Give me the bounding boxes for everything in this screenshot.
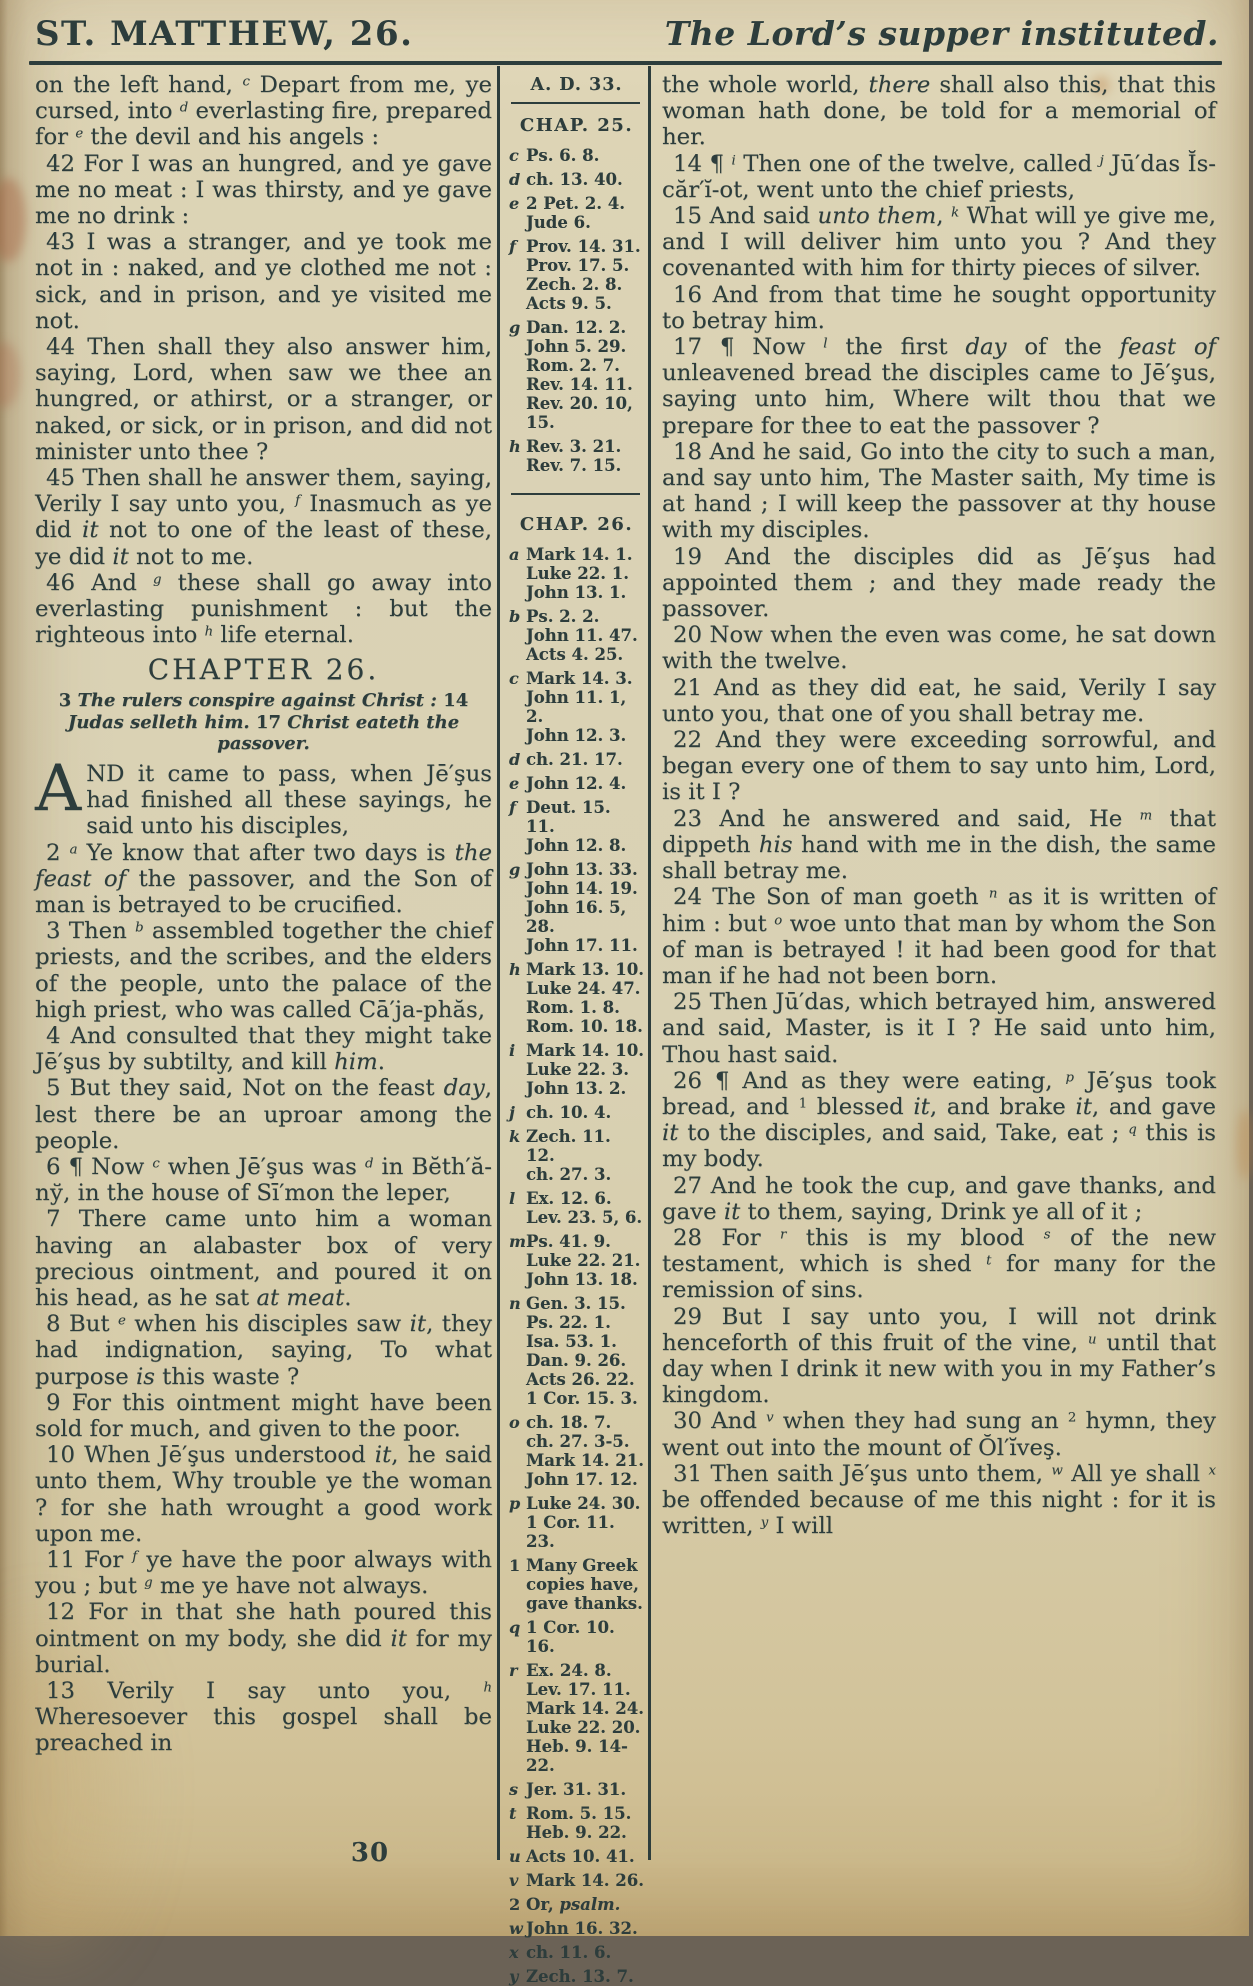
cross-reference	[509, 194, 644, 232]
cross-reference	[509, 1661, 644, 1775]
ref-line: gave thanks.	[526, 1594, 643, 1613]
header-book-title: ST. MATTHEW, 26.	[35, 14, 414, 54]
verse-paragraph: 31 Then saith Jē′şus unto them, $^w$ All ye shall $^x$ be offended because of me this night : for it is written, $^y$ I will	[662, 1460, 1216, 1540]
verse-paragraph: 4 And consulted that they might take Jē′şus by subtilty, and kill him.	[35, 1023, 492, 1076]
ref-line: ch. 27. 3-5.	[526, 1432, 630, 1451]
verse-paragraph: 11 For $^f$ ye have the poor always with you ; but $^g$ me ye have not always.	[35, 1547, 492, 1600]
reference-column	[497, 66, 651, 1986]
date-label: A. D. 33.	[530, 75, 623, 95]
ref-line: Rev. 20. 10,	[526, 394, 633, 413]
ref-line: John 13. 33.	[526, 860, 638, 879]
header-rule	[29, 61, 1222, 65]
ref-line: John 12. 4.	[526, 774, 627, 793]
ref-marker: t	[509, 1804, 517, 1823]
ref-marker: o	[509, 1413, 520, 1432]
cross-reference	[509, 669, 644, 745]
ref-line: Heb. 9. 14-22.	[526, 1737, 628, 1775]
ref-line: Rev. 14. 11.	[526, 375, 633, 394]
cross-reference	[509, 437, 644, 475]
cross-reference	[509, 1294, 644, 1408]
ref-line: John 13. 2.	[526, 1079, 627, 1098]
ref-line: 28.	[526, 917, 555, 936]
ref-marker: m	[509, 1232, 526, 1251]
ref-marker: f	[509, 237, 516, 256]
ref-marker: k	[509, 1127, 521, 1146]
ref-line: ch. 18. 7.	[526, 1413, 612, 1432]
ref-line: Prov. 14. 31.	[526, 237, 641, 256]
verse-paragraph: 24 The Son of man goeth $^n$ as it is written of him : but $^o$ woe unto that man by whom the Son of man is betrayed ! it had been good for that man if he had not been born.	[662, 884, 1216, 989]
ref-marker: s	[509, 1780, 519, 1799]
ref-marker: x	[509, 1943, 519, 1962]
cross-reference	[509, 1895, 644, 1914]
ref-line: John 17. 11.	[526, 936, 638, 955]
ref-marker: g	[509, 318, 521, 337]
ref-line: Ps. 22. 1.	[526, 1313, 611, 1332]
ref-line: Jude 6.	[526, 213, 591, 232]
ref-marker: f	[509, 798, 516, 817]
ref-line: ch. 11. 6.	[526, 1943, 612, 1962]
ref-marker: c	[509, 669, 519, 688]
ref-line: Mark 14. 24.	[526, 1699, 644, 1718]
ref-line: Luke 24. 47.	[526, 979, 641, 998]
ref-marker: u	[509, 1847, 521, 1866]
ref-line: Ps. 2. 2.	[526, 607, 600, 626]
ref-marker: e	[509, 774, 520, 793]
ref-line: Luke 22. 21.	[526, 1251, 641, 1270]
ref-line: ch. 13. 40.	[526, 170, 623, 189]
ref-line: Deut. 15. 11.	[526, 798, 611, 836]
ref-marker: h	[509, 437, 521, 456]
cross-reference	[509, 960, 644, 1036]
ref-marker: n	[509, 1294, 521, 1313]
verse-paragraph: 25 Then Jū′das, which betrayed him, answered and said, Master, is it I ? He said unto him, Thou hast said.	[662, 989, 1216, 1068]
ref-marker: i	[509, 1041, 516, 1060]
ref-line: Or, psalm.	[526, 1895, 621, 1914]
cross-reference	[509, 1556, 644, 1613]
ref-line: Zech. 2. 8.	[526, 275, 623, 294]
ref-line: Acts 9. 5.	[526, 294, 612, 313]
cross-reference	[509, 798, 644, 855]
cross-reference	[509, 237, 644, 313]
ref-marker: 1	[509, 1556, 521, 1575]
ref-line: Prov. 17. 5.	[526, 256, 630, 275]
header-running-title: The Lord’s supper instituted.	[664, 14, 1219, 53]
ref-line: 1 Cor. 11. 23.	[526, 1513, 615, 1551]
ref-line: John 14. 19.	[526, 879, 638, 898]
ref-line: Mark 14. 26.	[526, 1871, 644, 1890]
cross-reference	[509, 1847, 644, 1866]
ref-line: John 17. 12.	[526, 1470, 638, 1489]
reference-section-divider	[511, 493, 640, 495]
verse-paragraph: 29 But I say unto you, I will not drink henceforth of this fruit of the vine, $^u$ until that day when I drink it new with you in my Father’s kingdom.	[662, 1303, 1216, 1409]
ref-line: Luke 22. 20.	[526, 1718, 641, 1737]
verse-paragraph: 10 When Jē′şus understood it, he said unto them, Why trouble ye the woman ? for she hath wrought a good work upon me.	[35, 1442, 492, 1547]
ref-marker: j	[509, 1103, 515, 1122]
ref-marker: d	[509, 750, 521, 769]
ref-line: Luke 22. 3.	[526, 1060, 629, 1079]
verse-paragraph: 15 And said unto them, $^k$ What will ye give me, and I will deliver him unto you ? And they covenanted with him for thirty pieces of silver.	[662, 203, 1217, 282]
ref-line: 2 Pet. 2. 4.	[526, 194, 625, 213]
chapter-summary: 3 The rulers conspire against Christ : 14 Judas selleth him. 17 Christ eateth the passover.	[58, 690, 469, 755]
verse-paragraph: AND it came to pass, when Jē′şus had finished all these sayings, he said unto his disciples,	[35, 751, 492, 840]
ref-line: 1 Cor. 10. 16.	[526, 1618, 615, 1656]
ref-line: Mark 14. 10.	[526, 1041, 644, 1060]
cross-reference	[509, 774, 644, 793]
verse-paragraph: 43 I was a stranger, and ye took me not in : naked, and ye clothed me not : sick, and in prison, and ye visited me not.	[35, 229, 492, 334]
ref-marker: e	[509, 194, 520, 213]
verse-paragraph: 2 $^a$ Ye know that after two days is the feast of the passover, and the Son of man is betrayed to be crucified.	[35, 839, 492, 918]
cross-reference	[509, 1041, 644, 1098]
reference-sections	[509, 116, 644, 1986]
verse-paragraph: 27 And he took the cup, and gave thanks, and gave it to them, saying, Drink ye all of it ;	[662, 1172, 1216, 1225]
verse-paragraph: 9 For this ointment might have been sold for much, and given to the poor.	[35, 1389, 492, 1443]
ref-marker: b	[509, 607, 521, 626]
ref-line: ch. 21. 17.	[526, 750, 623, 769]
cross-reference	[509, 750, 644, 769]
verse-paragraph: 17 ¶ Now $^l$ the first day of the feast of unleavened bread the disciples came to Jē′şus, saying unto him, Where wilt thou that we prepare for thee to eat the passover ?	[662, 334, 1216, 439]
ref-line: Acts 10. 41.	[526, 1847, 635, 1866]
ref-line: Dan. 9. 26.	[526, 1351, 627, 1370]
ref-line: Acts 4. 25.	[526, 645, 624, 664]
ref-line: Gen. 3. 15.	[526, 1294, 626, 1313]
ref-line: Rom. 10. 18.	[526, 1017, 643, 1036]
ref-line: Rom. 1. 8.	[526, 998, 620, 1017]
ref-line: Luke 22. 1.	[526, 564, 629, 583]
ref-line: Heb. 9. 22.	[526, 1823, 627, 1842]
ref-marker: d	[509, 170, 521, 189]
ref-line: ch. 10. 4.	[526, 1103, 612, 1122]
ref-line: 15.	[526, 413, 555, 432]
ref-line: Mark 13. 10.	[526, 960, 644, 979]
ref-line: Dan. 12. 2.	[526, 318, 627, 337]
ref-line: Zech. 11. 12.	[526, 1127, 611, 1165]
ref-line: John 13. 1.	[526, 583, 627, 602]
verse-paragraph: 13 Verily I say unto you, $^h$ Wheresoever this gospel shall be preached in	[35, 1678, 492, 1757]
page-stain	[0, 178, 26, 262]
ref-line: Ps. 6. 8.	[526, 146, 600, 165]
ref-marker: v	[509, 1871, 519, 1890]
cross-reference	[509, 860, 644, 955]
ref-line: Ps. 41. 9.	[526, 1232, 611, 1251]
ref-line: John 5. 29.	[526, 337, 627, 356]
ref-line: copies have,	[526, 1575, 639, 1594]
cross-reference	[509, 1189, 644, 1227]
ref-line: Ex. 24. 8.	[526, 1661, 612, 1680]
ref-line: John 12. 3.	[526, 726, 627, 745]
ref-line: Zech. 13. 7.	[526, 1967, 634, 1986]
cross-reference	[509, 1618, 644, 1656]
ref-line: John 11. 1, 2.	[526, 688, 627, 726]
ref-marker: r	[509, 1661, 518, 1680]
verse-paragraph: 18 And he said, Go into the city to such a man, and say unto him, The Master saith, My time is at hand ; I will keep the passover at thy house with my disciples.	[662, 438, 1216, 544]
verse-paragraph: 42 For I was an hungred, and ye gave me no meat : I was thirsty, and ye gave me no drink :	[35, 150, 492, 230]
verse-paragraph: 19 And the disciples did as Jē′şus had appointed them ; and they made ready the passover.	[662, 543, 1216, 623]
chapter-heading: CHAPTER 26.	[147, 653, 380, 687]
ref-marker: c	[509, 146, 519, 165]
cross-reference	[509, 545, 644, 602]
ref-line: Jer. 31. 31.	[526, 1780, 627, 1799]
cross-reference	[509, 607, 644, 664]
cross-reference	[509, 1103, 644, 1122]
verse-paragraph: 3 Then $^b$ assembled together the chief priests, and the scribes, and the elders of the people, unto the palace of the high priest, who was called Cā′ja-phăs,	[35, 918, 493, 1023]
page-header	[35, 14, 1219, 54]
ref-line: Luke 24. 30.	[526, 1494, 641, 1513]
page-stain	[1237, 1110, 1253, 1180]
ref-line: ch. 27. 3.	[526, 1165, 612, 1184]
ref-marker: w	[509, 1919, 523, 1938]
ref-marker: l	[509, 1189, 516, 1208]
verse-paragraph: 26 ¶ And as they were eating, $^p$ Jē′şus took bread, and $^1$ blessed it, and brake it, and gave it to the disciples, and said, Take, eat ; $^q$ this is my body.	[662, 1067, 1216, 1173]
verse-paragraph: 7 There came unto him a woman having an alabaster box of very precious ointment, and poured it on his head, as he sat at meat.	[35, 1206, 492, 1312]
ref-line: Rev. 7. 15.	[526, 456, 622, 475]
ref-chapter-heading: CHAP. 25.	[519, 115, 634, 136]
cross-reference	[509, 318, 644, 432]
cross-reference	[509, 1232, 644, 1289]
ref-line: Many Greek	[526, 1556, 638, 1575]
ref-line: Acts 26. 22.	[526, 1370, 635, 1389]
verse-paragraph: 30 And $^v$ when they had sung an $^2$ hymn, they went out into the mount of Ŏl′ĭveş.	[662, 1408, 1216, 1461]
ref-line: Ex. 12. 6.	[526, 1189, 612, 1208]
verse-paragraph: 28 For $^r$ this is my blood $^s$ of the new testament, which is shed $^t$ for many for the remission of sins.	[662, 1224, 1216, 1304]
cross-reference	[509, 1943, 644, 1962]
ref-line: John 11. 47.	[526, 626, 638, 645]
cross-reference	[509, 1494, 644, 1551]
right-column	[662, 72, 1216, 1539]
verse-paragraph: 8 But $^e$ when his disciples saw it, they had indignation, saying, To what purpose is this waste ?	[35, 1311, 493, 1390]
ref-line: John 16. 32.	[526, 1919, 638, 1938]
verse-paragraph: the whole world, there shall also this, that this woman hath done, be told for a memorial of her.	[662, 72, 1216, 151]
verse-paragraph: 5 But they said, Not on the feast day, lest there be an uproar among the people.	[35, 1075, 492, 1154]
ref-marker: h	[509, 960, 521, 979]
verse-paragraph: 46 And $^g$ these shall go away into everlasting punishment : but the righteous into $^h$ life eternal.	[35, 569, 492, 649]
verse-paragraph: 44 Then shall they also answer him, saying, Lord, when saw we thee an hungred, or athirst, or a stranger, or naked, or sick, or in prison, and did not minister unto thee ?	[35, 334, 492, 465]
page-number: 30	[350, 1838, 390, 1868]
ref-marker: p	[509, 1494, 521, 1513]
ref-line: Isa. 53. 1.	[526, 1332, 617, 1351]
ref-line: John 12. 8.	[526, 836, 627, 855]
ref-line: Mark 14. 3.	[526, 669, 633, 688]
ref-line: 1 Cor. 15. 3.	[526, 1389, 638, 1408]
cross-reference	[509, 146, 644, 165]
ref-marker: a	[509, 545, 520, 564]
ref-line: Rev. 3. 21.	[526, 437, 622, 456]
verse-paragraph: 22 And they were exceeding sorrowful, and began every one of them to say unto him, Lord, is it I ?	[662, 727, 1216, 806]
cross-reference	[509, 1127, 644, 1184]
ref-marker: g	[509, 860, 521, 879]
verse-paragraph: 21 And as they did eat, he said, Verily I say unto you, that one of you shall betray me.	[662, 674, 1216, 727]
ref-line: Lev. 17. 11.	[526, 1680, 631, 1699]
date-rule	[511, 102, 640, 104]
cross-reference	[509, 1780, 644, 1799]
verse-paragraph: 20 Now when the even was come, he sat down with the twelve.	[662, 622, 1216, 675]
ref-line: Mark 14. 21.	[526, 1451, 644, 1470]
cross-reference	[509, 170, 644, 189]
ref-marker: y	[509, 1967, 519, 1986]
verse-paragraph: 6 ¶ Now $^c$ when Jē′şus was $^d$ in Bĕth′ă-nў, in the house of Sī′mon the leper,	[35, 1154, 493, 1207]
left-column	[35, 72, 492, 1757]
verse-paragraph: on the left hand, $^c$ Depart from me, ye cursed, into $^d$ everlasting fire, prepared for $^e$ the devil and his angels :	[35, 72, 492, 151]
verse-paragraph: 12 For in that she hath poured this ointment on my body, she did it for my burial.	[35, 1599, 492, 1678]
ref-line: Rom. 2. 7.	[526, 356, 620, 375]
ref-marker: 2	[509, 1895, 521, 1914]
cross-reference	[509, 1967, 644, 1986]
ref-line: John 16. 5,	[526, 898, 627, 917]
ref-chapter-heading: CHAP. 26.	[519, 514, 634, 535]
ref-line: Lev. 23. 5, 6.	[526, 1208, 643, 1227]
verse-paragraph: 14 ¶ $^i$ Then one of the twelve, called $^j$ Jū′das Ĭs-căr′ĭ-ot, went unto the chief priests,	[662, 150, 1216, 203]
verse-paragraph: 45 Then shall he answer them, saying, Verily I say unto you, $^f$ Inasmuch as ye did it not to one of the least of these, ye did it not to me.	[35, 465, 492, 570]
ref-line: John 13. 18.	[526, 1270, 638, 1289]
ref-line: Mark 14. 1.	[526, 545, 633, 564]
cross-reference	[509, 1871, 644, 1890]
verse-paragraph: 23 And he answered and said, He $^m$ that dippeth his hand with me in the dish, the same shall betray me.	[662, 805, 1217, 885]
cross-reference	[509, 1413, 644, 1489]
page-stain	[0, 342, 20, 408]
ref-marker: q	[509, 1618, 521, 1637]
verse-paragraph: 16 And from that time he sought opportunity to betray him.	[662, 281, 1216, 334]
ref-line: Rom. 5. 15.	[526, 1804, 632, 1823]
cross-reference	[509, 1919, 644, 1938]
cross-reference	[509, 1804, 644, 1842]
